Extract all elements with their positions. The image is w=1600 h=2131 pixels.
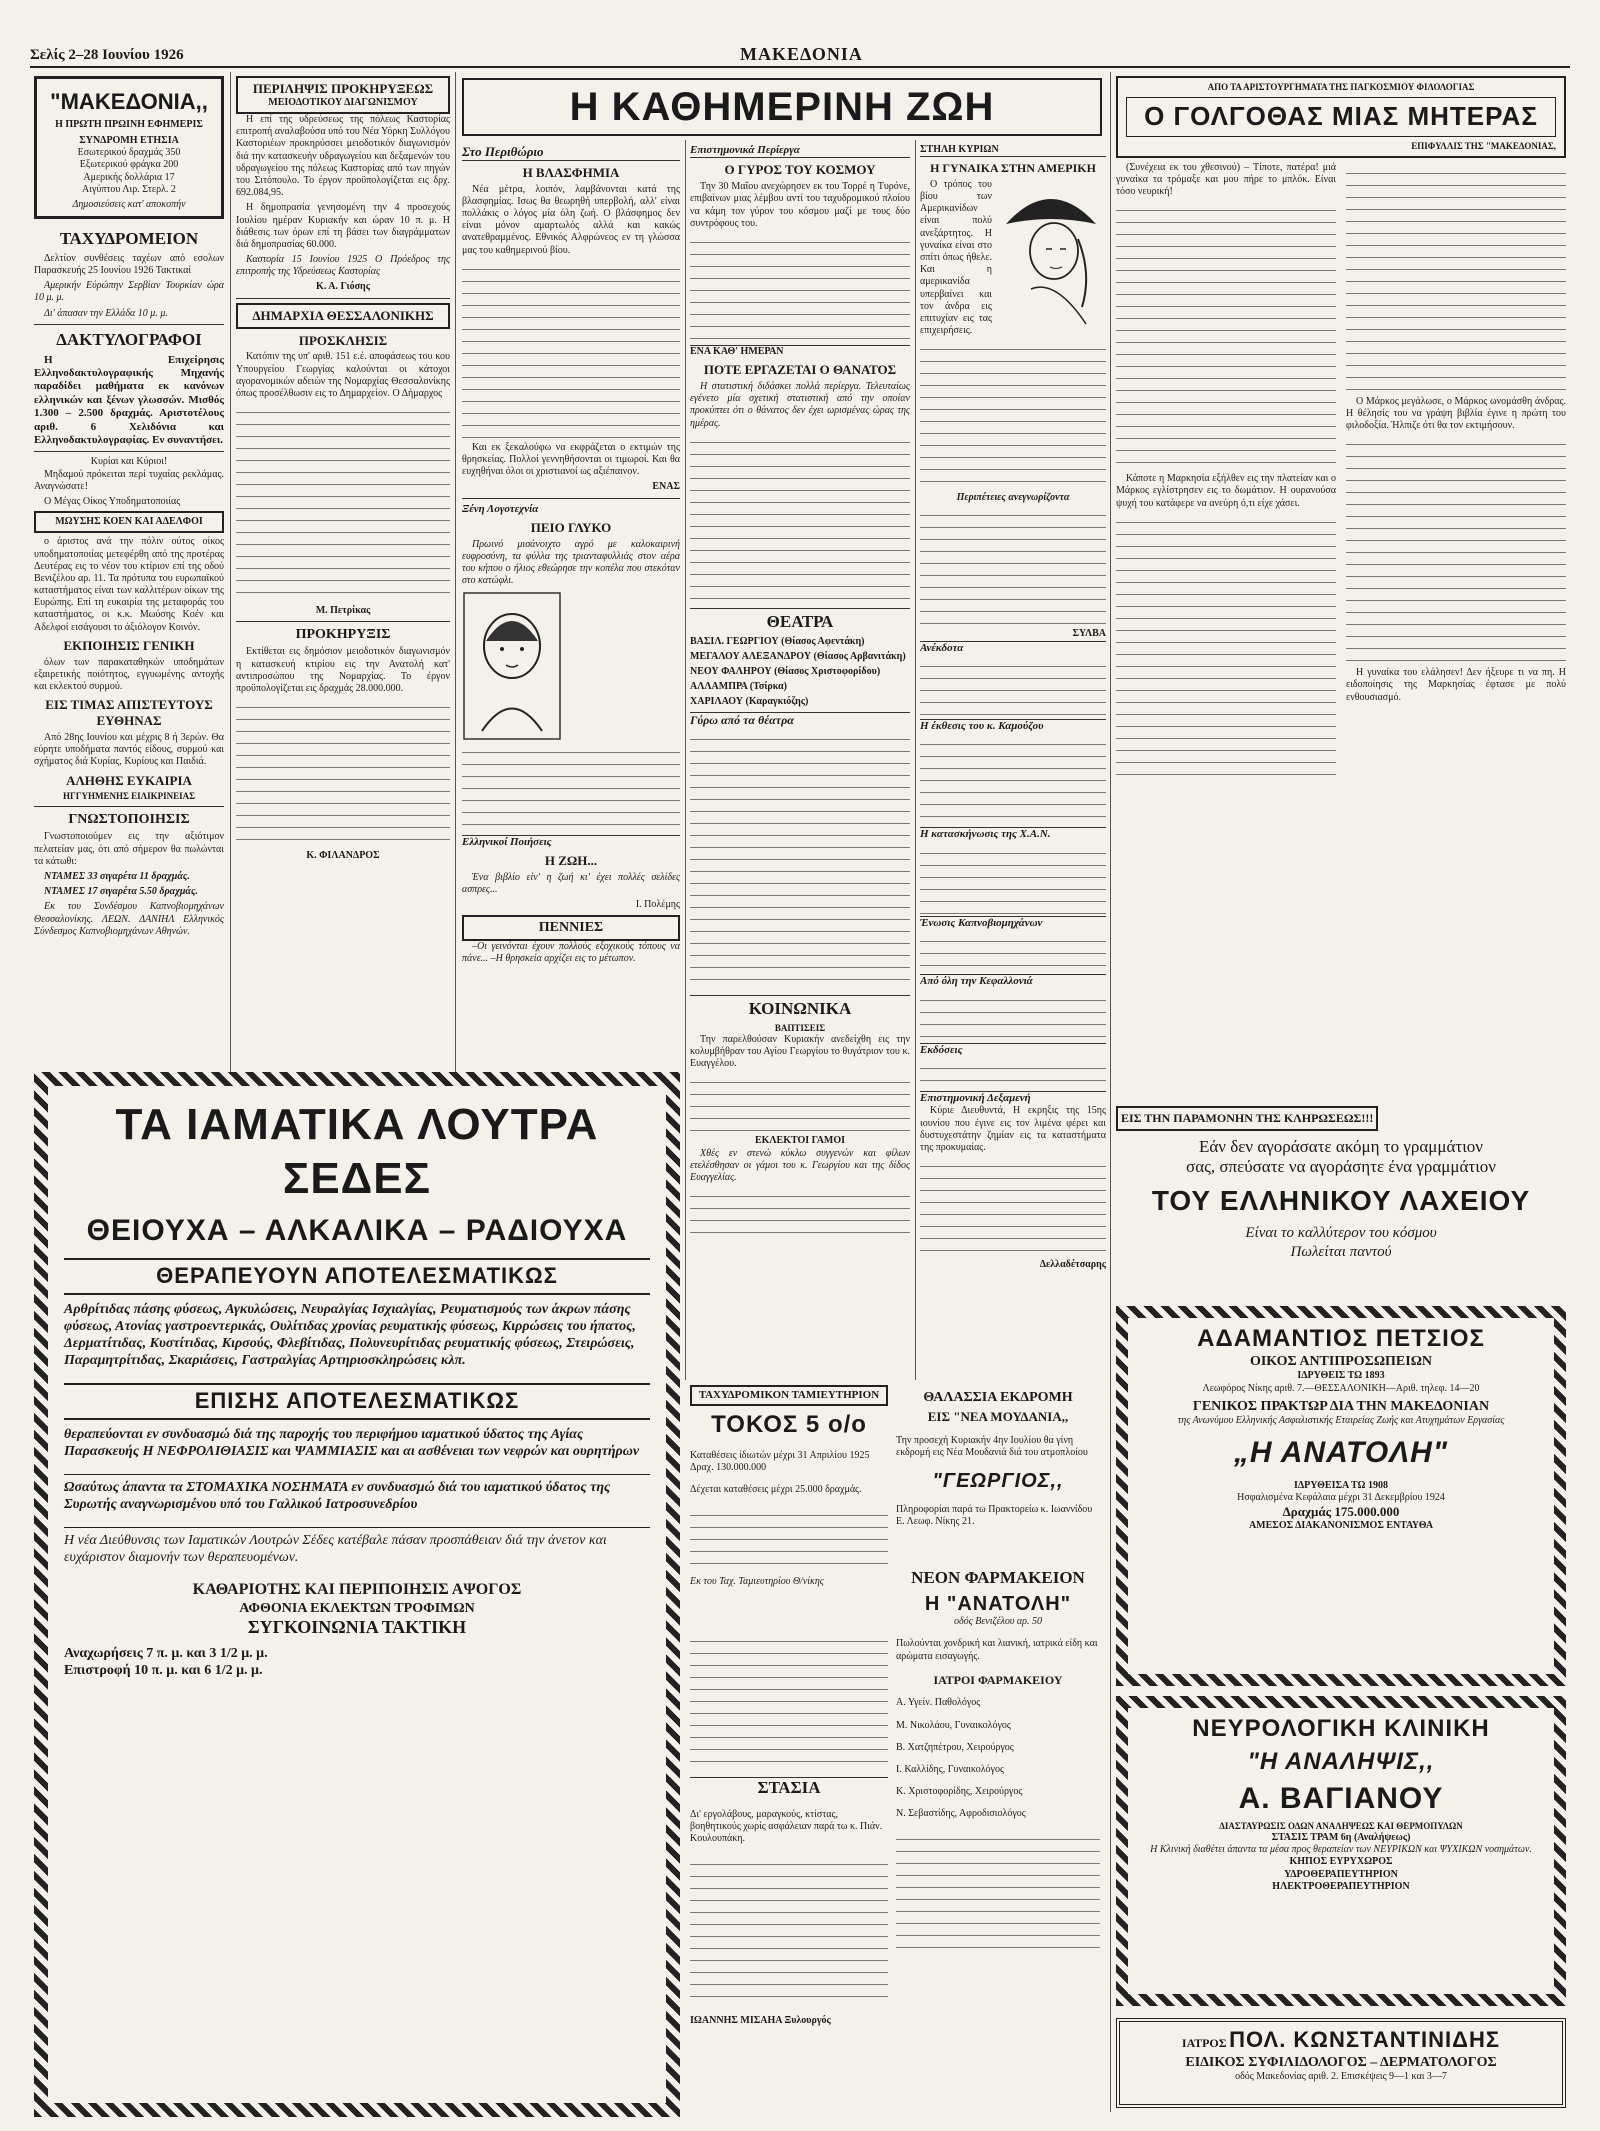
insurance-ad-border (1116, 1306, 1566, 1686)
municipality-name: Μ. Πετρίκας (315, 605, 371, 617)
lady-hat-illustration (996, 179, 1106, 329)
article-body-text (896, 1830, 1100, 1950)
post-title: ΤΑΧΥΔΡΟΜΕΙΟΝ (59, 229, 199, 249)
poem-title: ΠΕΙΟ ΓΛΥΚΟ (530, 520, 612, 535)
poem-text: Πρωινό μισάνοιχτο αγρό με καλοκαιρινή ευφροσύνη, τα φύλλα της τριανταφυλλιάς στον αέρα του κήπου ο ήλιος εθεώρησε την κοπέλα που στεκόταν στο κατώφλι. (462, 538, 680, 587)
theatre-line: ΜΕΓΑΛΟΥ ΑΛΕΞΑΝΔΡΟΥ (Θίασος Αρβανιτάκη) (690, 650, 906, 662)
column-separator (1110, 72, 1111, 2112)
agency-general: ΓΕΝΙΚΟΣ ΠΡΑΚΤΩΡ ΔΙΑ ΤΗΝ ΜΑΚΕΔΟΝΙΑΝ (1192, 1398, 1490, 1414)
clinic-line: ΣΤΑΣΙΣ ΤΡΑΜ 6η (Αναλήψεως) (1271, 1832, 1411, 1844)
competition-name: Κ. Α. Γιόσης (316, 281, 370, 293)
blasphemy-title: Η ΒΛΑΣΦΗΜΙΑ (522, 164, 620, 180)
pharmacy-doctor: Ι. Καλλίδης, Γυναικολόγος (896, 1763, 1004, 1775)
article-body-text (690, 730, 910, 990)
notice-line: Κυρίαι και Κύριοι! (90, 456, 168, 468)
column-separator (915, 140, 916, 1380)
clinic-ad (1128, 1708, 1554, 1994)
serial-header (1116, 76, 1566, 158)
baths-also: ΕΠΙΣΗΣ ΑΠΟΤΕΛΕΣΜΑΤΙΚΩΣ (64, 1383, 650, 1420)
clinic-line: Η Κλινική διαθέτει άπαντα τα μέσα προς θεραπείαν των ΝΕΥΡΙΚΩΝ και ΨΥΧΙΚΩΝ νοσημάτων. (1150, 1844, 1532, 1856)
clinic-line: ΔΙΑΣΤΑΥΡΩΣΙΣ ΟΔΩΝ ΑΝΑΛΗΨΕΩΣ ΚΑΙ ΘΕΡΜΟΠΥΛΩΝ (1219, 1821, 1463, 1832)
anatoli-settlement: ΑΜΕΣΟΣ ΔΙΑΚΑΝΟΝΙΣΜΟΣ ΕΝΤΑΥΘΑ (1248, 1519, 1434, 1531)
article-body-text (690, 1506, 888, 1566)
doctor-name: ΠΟΛ. ΚΩΝΣΤΑΝΤΙΝΙΔΗΣ (1229, 2027, 1501, 2052)
woman-portrait-illustration (462, 591, 562, 741)
divider (462, 498, 680, 499)
column-separator (685, 140, 686, 1380)
pharmacy-name: Η "ΑΝΑΤΟΛΗ" (924, 1592, 1072, 1615)
municipality-title: ΔΗΜΑΡΧΙΑ ΘΕΣΣΑΛΟΝΙΚΗΣ (252, 307, 434, 323)
ladies-section: ΣΤΗΛΗ ΚΥΡΙΩΝ (920, 144, 1106, 157)
pharmacy-doctors-title: ΙΑΤΡΟΙ ΦΑΡΜΑΚΕΙΟΥ (933, 1672, 1063, 1687)
theatre-line: ΒΑΣΙΛ. ΓΕΩΡΓΙΟΥ (Θίασος Αφεντάκη) (690, 635, 865, 647)
newspaper-title: ΜΑΚΕΔΟΝΙΑ (740, 44, 863, 64)
bottom-center-ads (690, 1385, 1100, 2115)
article-body-text (690, 1073, 910, 1133)
article-body-text (920, 1059, 1106, 1089)
bank-line: Δέχεται καταθέσεις μέχρι 25.000 δραχμάς. (690, 1484, 862, 1496)
anatoli-line: Ησφαλισμένα Κεφάλαια μέχρι 31 Δεκεμβρίου 1924 (1237, 1491, 1445, 1503)
pharmacy-text: Πωλούνται χονδρική και λιανική, ιατρικά είδη και αρώματα εισαγωγής. (896, 1638, 1098, 1662)
logo-subtitle: Η ΠΡΩΤΗ ΠΡΩΙΝΗ ΕΦΗΜΕΡΙΣ (55, 118, 203, 130)
logo-title: "ΜΑΚΕΔΟΝΙΑ,, (50, 89, 208, 114)
weddings-text: Χθές εν στενώ κύκλω συγγενών και φίλων ετελέσθησαν οι γάμοι του κ. Γεωργίου και της δίδος Ευαγγελίας. (690, 1147, 910, 1183)
article-body-text (920, 735, 1106, 825)
subscription-title: ΣΥΝΔΡΟΜΗ ΕΤΗΣΙΑ (79, 135, 179, 147)
article-body-text (920, 991, 1106, 1041)
pharmacy-doctor: Ν. Σεβαστίδης, Αφροδισιολόγος (896, 1808, 1026, 1820)
theatre-title: ΘΕΑΤΡΑ (690, 608, 910, 633)
article-body-text (236, 698, 450, 848)
baths-subtitle: ΘΕΙΟΥΧΑ – ΑΛΚΑΛΙΚΑ – ΡΑΔΙΟΥΧΑ (86, 1214, 628, 1248)
serial-paragraph: (Συνέχεια εκ του χθεσινού) – Τίποτε, πατέρα! μιά γυναίκα τα τρόμαξε και μου πήρε το μπλόκ. Είναι τόσο νευρική! (1116, 161, 1336, 198)
insurance-ad (1128, 1318, 1554, 1674)
sales-title: ΕΚΠΟΙΗΣΙΣ ΓΕΝΙΚΗ (63, 637, 195, 653)
daily-column-a (462, 144, 680, 1064)
tenders-column (236, 76, 450, 1066)
anatoli-name: „Η ΑΝΑΤΟΛΗ" (1233, 1435, 1449, 1469)
subscription-line: Εσωτερικού δραχμάς 350 (77, 147, 181, 159)
notices-text: Γνωστοποιούμεν εις την αξιότιμον πελατείαν μας, ότι από σήμερον θα πωλώνται τα κάτωθι: (34, 831, 224, 867)
blasphemy-text: Και εκ ξεκαλούφω να εκφράζεται ο εκτιμών της θρησκείας. Πολλοί γεννηθήσονται οι τιμωροί. Και θα ευχηθήναι όλοι οι χριστιανοί ως αξιέπαινον. (462, 441, 680, 478)
pharmacy-head: ΝΕΟΝ ΦΑΡΜΑΚΕΙΟΝ (911, 1568, 1085, 1587)
doctor-address: οδός Μακεδονίας αριθ. 2. Επισκέψεις 9—1 και 3—7 (1235, 2070, 1447, 2082)
zoi-text: Ένα βιβλίο είν' η ζωή κι' έχει πολλές σελίδες ασπρες... (462, 871, 680, 896)
news-heading: Ανέκδοτα (920, 641, 1106, 655)
author-signature: ΕΝΑΣ (652, 481, 680, 493)
bank-line: Εκ του Ταχ. Ταμιευτηρίου Θ/νίκης (690, 1576, 824, 1588)
article-body-text (690, 1187, 910, 1237)
woman-subtitle: Περιπέτειες ανεγνωρίζοντα (956, 492, 1070, 504)
bargain-sub: ΗΓΓΥΗΜΕΝΗΣ ΕΙΛΙΚΡΙΝΕΙΑΣ (63, 791, 195, 802)
post-line: Δι' άπασαν την Ελλάδα 10 μ. μ. (44, 307, 168, 319)
lottery-line: σας, σπεύσατε να αγοράσητε ένα γραμμάτιον (1186, 1157, 1496, 1177)
world-title: Ο ΓΥΡΟΣ ΤΟΥ ΚΟΣΜΟΥ (724, 162, 876, 178)
agency-desc: της Ανωνύμου Ελληνικής Ασφαλιστικής Εταιρείας Ζωής και Ατυχημάτων Εργασίας (1177, 1414, 1505, 1426)
clinic-doctor: Α. ΒΑΓΙΑΝΟΥ (1238, 1781, 1444, 1815)
lottery-ad (1116, 1106, 1566, 1261)
letter-signature: Δελλαδέτσαρης (1039, 1259, 1106, 1271)
doctor-prefix: ΙΑΤΡΟΣ (1181, 2036, 1227, 2050)
competition-text: Η επί της υδρεύσεως της πόλεως Καστορίας επιτροπή αναλαβούσα υπό του Νέα Υόρκη Συλλόγου Καστοριέων προκηρύσσει μειοδοτικόν διαγωνισμόν διά την κατασκευήν υδραγωγείου και δεξαμενών του υδραγωγείου της πόλεως Καστορίας από των πηγών του Σιτόπουλο. Το έργον προϋπολογίζεται εις δρχ. 692.084,95. (236, 114, 450, 199)
left-column (34, 76, 224, 1066)
theatre-line: ΝΕΟΥ ΦΑΛΗΡΟΥ (Θίασος Χριστοφορίδου) (690, 665, 881, 677)
cruise-text: Την προσεχή Κυριακήν 4ην Ιουλίου θα γίνη εκδρομή εις Νέα Μουδανιά διά του ατμοπλοίου (896, 1434, 1088, 1459)
letter-text: Κύριε Διευθυντά, Η εκρηξις της 15ης ιουνίου που έγινε εις τον λιμένα φέρει και δυστυχεστάτην ζημίαν εις τα καταστήματα της προκυμαίας. (920, 1105, 1106, 1154)
station-head: ΣΤΑΣΙΑ (690, 1777, 888, 1799)
subscription-line: Εξωτερικού φράγκα 200 (79, 159, 179, 171)
column-separator (455, 72, 456, 1072)
post-text: Δελτίον συνθέσεις ταχέων από εσολων Παρασκευής 25 Ιουνίου 1926 Τακτικαί (34, 252, 224, 277)
anatoli-year: ΙΔΡΥΘΕΙΣΑ ΤΩ 1908 (1294, 1479, 1388, 1491)
divider (236, 298, 450, 299)
article-body-text (920, 657, 1106, 717)
baths-management: Η νέα Διεύθυνσις των Ιαματικών Λουτρών Σέδες κατέβαλε πάσαν προσπάθειαν διά την άνετον και ευχάριστον διαμονήν των θεραπευομένων. (64, 1527, 650, 1566)
competition-sign: Καστορία 15 Ιουνίου 1925 Ο Πρόεδρος της επιτροπής της Υδρεύσεως Καστορίας (236, 254, 450, 278)
article-body-text (462, 743, 680, 833)
serial-paragraph: Ο Μάρκος μεγάλωσε, ο Μάρκος ωνομάσθη άνδρας. Η θέλησίς του να γράψη βιβλία έγινε η πρώτη του φιλοδοξία. Ήλπιζε ότι θα τον εκτιμήσουν. (1346, 395, 1566, 432)
pharmacy-doctor: Β. Χατζηπέτρου, Χειρούργος (896, 1741, 1014, 1753)
lottery-line: Είναι το καλλύτερον του κόσμου (1245, 1225, 1437, 1242)
news-heading: Ένωσις Καπνοβιομηχάνων (920, 916, 1106, 930)
baths-ad (48, 1086, 666, 2103)
competition-title: ΠΕΡΙΛΗΨΙΣ ΠΡΟΚΗΡΥΞΕΩΣ (252, 81, 434, 96)
woman-america-title: Η ΓΥΝΑΙΚΑ ΣΤΗΝ ΑΜΕΡΙΚΗ (930, 161, 1096, 176)
news-heading: Επιστημονική Δεξαμενή (920, 1091, 1106, 1105)
anatoli-capital: Δραχμάς 175.000.000 (1282, 1503, 1400, 1519)
competition-header (236, 76, 450, 114)
blasphemy-text: Νέα μέτρα, λοιπόν, λαμβάνονται κατά της βλασφημίας. Ισως θα θεωρηθή υπερβολή, αλλ' είναι πολλάκις ο λόγος μία όλη ζωή. Ο βλάσφημος δεν είναι μόνον αμαρτωλός αλλά και κακώς ανατεθραμμένος. Εθνικός Αλφρώνεος εν τη γλώσσα μας του καθημερινού βίου. (462, 183, 680, 256)
pharmacy-ad (896, 1563, 1100, 2113)
serial-subtitle: ΕΠΙΦΥΛΛΙΣ ΤΗΣ "ΜΑΚΕΔΟΝΙΑΣ, (1411, 140, 1556, 151)
daily-life-banner (462, 78, 1102, 136)
daily-title: ΕΝΑ ΚΑΘ' ΗΜΕΡΑΝ (690, 345, 910, 358)
declaration-text: Εκτίθεται εις δημόσιον μειοδοτικόν διαγωνισμόν η κατασκευή κτιρίου εις την Ανατολή κατ' αντιπροσώπου της Νομαρχίας. Το έργον προϋπολογίζεται εις δραχμάς 28.000.000. (236, 646, 450, 694)
baths-departure: Αναχωρήσεις 7 π. μ. και 3 1/2 μ. μ. (64, 1645, 268, 1661)
social-text: Την παρελθούσαν Κυριακήν ανεδείχθη εις την κολυμβήθραν του Αγίου Γεωργίου το θυγάτριον του κ. Ευαγγέλου. (690, 1033, 910, 1070)
article-body-text (920, 340, 1106, 490)
subscription-line: Αμερικής δολλάρια 17 (83, 171, 175, 183)
notice-text: Ο Μέγας Οίκος Υποδηματοποιίας (44, 495, 181, 507)
agency-name: ΑΔΑΜΑΝΤΙΟΣ ΠΕΤΣΙΟΣ (1197, 1325, 1485, 1352)
notices-line: ΝΤΑΜΕΣ 17 σιγαρέτα 5.50 δραχμάς. (44, 886, 198, 898)
serial-caption: ΑΠΟ ΤΑ ΑΡΙΣΤΟΥΡΓΗΜΑΤΑ ΤΗΣ ΠΑΓΚΟΣΜΙΟΥ ΦΙΛΟΛΟΓΙΑΣ (1207, 82, 1475, 92)
subscription-note: Δημοσιεύσεις κατ' αποκοπήν (72, 198, 186, 210)
declaration-title: ΠΡΟΚΗΡΥΞΙΣ (295, 627, 391, 643)
logo-box (34, 76, 224, 219)
notice-text: Μηδαμού πρόκειται περί τυχαίας ρεκλάμας. Αναγνώσατε! (34, 468, 224, 492)
science-curiosities: Επιστημονικά Περίεργα (690, 144, 910, 158)
article-body-text (690, 433, 910, 603)
theatre-line: ΑΛΛΑΜΠΡΑ (Τσίρκα) (690, 681, 787, 693)
pennies-text: –Οι γεινόνται έχουν πολλούς εξοχικούς τόπους να πάνε... –Η θρησκεία αρχίζει εις το μέτωπον. (462, 940, 680, 964)
right-column (1116, 76, 1566, 2116)
article-body-text (690, 1855, 888, 2005)
article-body-text (920, 1157, 1106, 1257)
serial-title: Ο ΓΟΛΓΟΘΑΣ ΜΙΑΣ ΜΗΤΕΡΑΣ (1126, 97, 1556, 137)
pharmacy-doctor: Μ. Νικολάου, Γυναικολόγος (896, 1719, 1011, 1731)
clinic-line: ΥΔΡΟΘΕΡΑΠΕΥΤΗΡΙΟΝ (1284, 1868, 1398, 1880)
clinic-title: ΝΕΥΡΟΛΟΓΙΚΗ ΚΛΙΝΙΚΗ (1192, 1715, 1490, 1742)
doctor-specialty: ΕΙΔΙΚΟΣ ΣΥΦΙΛΙΔΟΛΟΓΟΣ – ΔΕΡΜΑΤΟΛΟΓΟΣ (1185, 2054, 1497, 2070)
daily-column-b (690, 144, 910, 1374)
typists-text: Η Επιχείρησις Ελληνοδακτυλογραφικής Μηχανής παραδίδει μαθήματα εκ κανόνων ελληνικών και ξένων γλωσσών. Μισθός 1.300 – 2.500 δραχμάς. Αριστοτέλους αριθ. 6 Χελιδόνια και Ελληνοδακτυλογραφίας. Εν συναντήσει. (34, 353, 224, 446)
masthead-rule (30, 66, 1570, 68)
typists-title: ΔΑΚΤΥΛΟΓΡΑΦΟΙ (56, 329, 202, 349)
municipality-text: Κατόπιν της υπ' αριθ. 151 ε.έ. αποφάσεως του κου Υπουργείου Γεωργίας καλούνται οι κάτοχοι αγορανομικών αδειών της Νομαρχίας Θεσσαλονίκης όπως προσέλθωσιν εις το Δημαρχείον. Ο Δήμαρχος (236, 351, 450, 399)
column-separator (230, 72, 231, 1072)
article-body-text (920, 844, 1106, 914)
divider (34, 451, 224, 452)
death-title: ΠΟΤΕ ΕΡΓΑΖΕΤΑΙ Ο ΘΑΝΑΤΟΣ (703, 362, 897, 378)
baths-title: ΤΑ ΙΑΜΑΤΙΚΑ ΛΟΥΤΡΑ ΣΕΔΕΣ (115, 1100, 599, 1203)
declaration-name: Κ. ΦΙΛΑΝΔΡΟΣ (306, 850, 380, 862)
baths-food: ΑΦΘΟΝΙΑ ΕΚΛΕΚΤΩΝ ΤΡΟΦΙΜΩΝ (239, 1600, 475, 1616)
baths-also-text: θεραπεύονται εν συνδυασμώ διά της παροχής του περιφήμου ιαματικού ύδατος της Αγίας Παρασκευής Η ΝΕΦΡΟΛΙΘΙΑΣΙΣ και ΨΑΜΜΙΑΣΙΣ και αι ασθένειαι των νεφρών και ουρητήρων (64, 1426, 640, 1459)
clinic-name: "Η ΑΝΑΛΗΨΙΣ,, (1247, 1748, 1435, 1776)
baths-transit: ΣΥΓΚΟΙΝΩΝΙΑ ΤΑΚΤΙΚΗ (247, 1616, 467, 1637)
zoi-author: Ι. Πολέμης (635, 899, 680, 911)
station-signature: ΙΩΑΝΝΗΣ ΜΙΣΑΗΑ Ξυλουργός (690, 2015, 831, 2027)
cruise-head: ΘΑΛΑΣΣΙΑ ΕΚΔΡΟΜΗ (923, 1390, 1073, 1405)
cruise-line: Πληροφορίαι παρά τω Πρακτορείω κ. Ιωαννίδου Ε. Λεωφ. Νίκης 21. (896, 1503, 1093, 1527)
zoi-title: Η ΖΩΗ... (544, 853, 598, 869)
daily-life-title: Η ΚΑΘΗΜΕΡΙΝΗ ΖΩΗ (569, 85, 995, 129)
news-heading: Η κατασκήνωσις της Χ.Α.Ν. (920, 827, 1106, 841)
pharmacy-doctor: Κ. Χριστοφορίδης, Χειρούργος (896, 1786, 1023, 1798)
divider (236, 621, 450, 622)
news-heading: Η έκθεσις του κ. Καμούζου (920, 719, 1106, 733)
theatre-line: ΧΑΡΙΛΑΟΥ (Καραγκιόζης) (690, 696, 809, 708)
world-text: Την 30 Μαΐου ανεχώρησεν εκ του Τορρέ η Τυρόνε, επιβαίνων μιας λέμβου αντί του ταχυδρομικού πλοίου να κάμη τον γύρον του κόσμου μαζί με τους δύο συντρόφους του. (690, 181, 910, 229)
post-line: Αμερικήν Εύρώπην Σερβίαν Τουρκίαν ώρα 10 μ. μ. (34, 280, 224, 304)
cruise-ship: "ΓΕΩΡΓΙΟΣ,, (932, 1470, 1064, 1493)
greek-poems: Ελληνικοί Ποιήσεις (462, 835, 680, 849)
bargain-title: ΑΛΗΘΗΣ ΕΥΚΑΙΡΙΑ (66, 772, 192, 788)
lottery-line: Πωλείται παντού (1290, 1243, 1392, 1260)
pharmacy-address: οδός Βενιζέλου αρ. 50 (954, 1616, 1042, 1628)
news-heading: Από όλη την Κεφαλλονιά (920, 974, 1106, 988)
news-heading: Εκδόσεις (920, 1043, 1106, 1057)
article-body-text (236, 403, 450, 603)
social-title: ΚΟΙΝΩΝΙΚΑ (690, 995, 910, 1020)
competition-subtitle: ΜΕΙΟΔΟΤΙΚΟΥ ΔΙΑΓΩΝΙΣΜΟΥ (268, 96, 418, 108)
agency-subtitle: ΟΙΚΟΣ ΑΝΤΙΠΡΟΣΩΠΕΙΩΝ (1249, 1354, 1433, 1370)
bank-head: ΤΑΧΥΔΡΟΜΙΚΟΝ ΤΑΜΙΕΥΤΗΡΙΟΝ (690, 1385, 888, 1406)
article-body-text (1116, 513, 1336, 783)
baths-stomach: Ωσαύτως άπαντα τα ΣΤΟΜΑΧΙΚΑ ΝΟΣΗΜΑΤΑ εν συνδυασμώ διά του ιαματικού ύδατος της Συρωτής αναγνωρισμένου υπό του Γαλλικού Ιατροσυνεδρίου (64, 1474, 650, 1513)
lottery-title: ΤΟΥ ΕΛΛΗΝΙΚΟΥ ΛΑΧΕΙΟΥ (1151, 1185, 1531, 1217)
ladies-column (920, 144, 1106, 1374)
section-margin: Στο Περιθώριο (462, 144, 680, 161)
serial-paragraph: Η γυναίκα του ελάλησεν! Δεν ήξευρε τι να πη. Η ειδοποίησις της Μαρκησίας έφτασε με πολύ ενθουσιασμό. (1346, 667, 1566, 703)
station-ad (690, 1630, 888, 2110)
prices-title: ΕΙΣ ΤΙΜΑΣ ΑΠΙΣΤΕΥΤΟΥΣ ΕΥΘΗΝΑΣ (45, 697, 213, 729)
prices-text: Από 28ης Ιουνίου και μέχρις 8 ή 3ερών. Θα εύρητε υποδήματα παντός είδους, συρμού και σχήματος διά Κυρίας, Κυρίους και Παιδιά. (34, 731, 224, 768)
baths-ad-border (34, 1072, 680, 2117)
lottery-head: ΕΙΣ ΤΗΝ ΠΑΡΑΜΟΝΗΝ ΤΗΣ ΚΛΗΡΩΣΕΩΣ!!! (1116, 1106, 1378, 1131)
article-body-text (1116, 201, 1336, 471)
social-subtitle: ΒΑΠΤΙΣΕΙΣ (774, 1022, 826, 1033)
serial-text (1116, 162, 1566, 785)
doctor-ad (1116, 2018, 1566, 2108)
weddings-title: ΕΚΛΕΚΤΟΙ ΓΑΜΟΙ (754, 1135, 846, 1147)
doctor-heading (1125, 2027, 1557, 2054)
article-body-text (1346, 435, 1566, 665)
brothers-title: ΜΩΥΣΗΣ ΚΟΕΝ ΚΑΙ ΑΔΕΛΦΟΙ (34, 511, 224, 533)
baths-clean: ΚΑΘΑΡΙΟΤΗΣ ΚΑΙ ΠΕΡΙΠΟΙΗΣΙΣ ΑΨΟΓΟΣ (192, 1581, 522, 1599)
woman-signature: ΣΥΛΒΑ (1072, 628, 1106, 640)
pharmacy-doctor: Α. Υγείν. Παθολόγος (896, 1697, 981, 1709)
lottery-line: Εάν δεν αγοράσατε ακόμη το γραμμάτιον (1199, 1136, 1483, 1156)
divider (34, 324, 224, 325)
notices-line: ΝΤΑΜΕΣ 33 σιγαρέτα 11 δραχμάς. (44, 871, 190, 882)
pennies-title: ΠΕΝΝΙΕΣ (462, 915, 680, 940)
baths-return: Επιστροφή 10 π. μ. και 6 1/2 μ. μ. (64, 1663, 263, 1678)
clinic-ad-border (1116, 1696, 1566, 2006)
station-text: Δι' εργολάβους, μαραγκούς, κτίστας, βοηθητικούς χωρίς ασφάλειαν παρά τω κ. Πιάν. Κουλουπάκη. (690, 1808, 883, 1845)
article-body-text (920, 932, 1106, 972)
notices-signature: Εκ του Συνδέσμου Καπνοβιομηχάνων Θεσσαλονίκης. ΛΕΩΝ. ΔΑΝΙΗΛ Ελληνικός Σύνδεσμος Καπνοβιομηχάνων Αθηνών. (34, 901, 224, 937)
foreign-literature: Ξένη Λογοτεχνία (462, 502, 539, 515)
baths-list: Αρθρίτιδας πάσης φύσεως, Αγκυλώσεις, Νευραλγίας Ισχιαλγίας, Ρευματισμούς των άκρων πάσης φύσεως, Ατονίας γαστροεντερικάς, Ουλίτιδας χρονίας ρευματικής φύσεως, Κιρρώσεις του ήπατος, Δερματίτιδας, Κυστίτιδας, Κιρσούς, Φλεβίτιδας, Πολυνευρίτιδας ρευματικής φύσεως, Στειρώσεις, Παραμητρίτιδας, Σκαριάσεις, Γαστραλγίας Αρτηριοσκληρώσεις κλπ. (64, 1301, 636, 1368)
savings-bank-ad (690, 1385, 888, 1620)
sales-text: όλων των παρακαταθηκών υποδημάτων εξαιρετικής ποιότητος, εγγυωμένης αντοχής και εκλεκτού συρμού. (34, 656, 224, 693)
municipality-subtitle: ΠΡΟΣΚΛΗΣΙΣ (298, 332, 388, 348)
serial-column (1346, 162, 1566, 785)
woman-america-text: Ο τρόπος του βίου των Αμερικανίδων είναι πολύ ανεξάρτητος. Η γυναίκα είναι στο σπίτι όπως ήθελε. Και η αμερικανίδα υπερβαίνει και τον άνδρα εις επιτυχίαν εις τας επιχειρήσεις. (920, 178, 992, 337)
page-date: Σελίς 2–28 Ιουνίου 1926 (30, 47, 184, 63)
bank-line: Καταθέσεις ίδιωτών μέχρι 31 Απριλίου 1925 Δραχ. 130.000.000 (690, 1449, 870, 1473)
notices-title: ΓΝΩΣΤΟΠΟΙΗΣΙΣ (68, 812, 190, 828)
competition-text: Η δημοπρασία γενησομένη την 4 προσεχούς Ιουλίου ημέραν Κυριακήν και ώραν 10 π. μ. Η διάθεσις των όρων επί τη βάσει των διαγράμματων διά δημοπρασίας 60.000. (236, 202, 450, 250)
article-body-text (690, 233, 910, 343)
cruise-ad (896, 1385, 1100, 1555)
cruise-subtitle: ΕΙΣ "ΝΕΑ ΜΟΥΔΑΝΙΑ,, (927, 1409, 1069, 1425)
divider (34, 806, 224, 807)
agency-year: ΙΔΡΥΘΕΙΣ ΤΩ 1893 (1297, 1370, 1385, 1382)
article-body-text (920, 506, 1106, 626)
clinic-line: ΗΛΕΚΤΡΟΘΕΡΑΠΕΥΤΗΡΙΟΝ (1272, 1880, 1410, 1892)
death-text: Η στατιστική διδάσκει πολλά περίεργα. Τελευταίως εγένετο μία σχετική στατιστική από την οποίαν προκύπτει ότι ο θάνατος δεν έχει ωρισμένας ώρας της ημέρας. (690, 381, 910, 429)
agency-address: Λεωφόρος Νίκης αριθ. 7.—ΘΕΣΣΑΛΟΝΙΚΗ—Αριθ. τηλεφ. 14—20 (1202, 1382, 1480, 1394)
bank-title: ΤΟΚΟΣ 5 ο/ο (711, 1411, 867, 1439)
clinic-line: ΚΗΠΟΣ ΕΥΡΥΧΩΡΟΣ (1289, 1856, 1393, 1868)
subscription-line: Αιγύπτου Λιρ. Στερλ. 2 (82, 183, 176, 195)
around-theatres: Γύρω από τα θέατρα (690, 712, 910, 728)
municipality-header (236, 303, 450, 329)
article-body-text (1346, 164, 1566, 394)
article-body-text (462, 260, 680, 440)
brothers-text: ο άριστος ανά την πόλιν ούτος οίκος υποδηματοποιίας μετεφέρθη από της προτέρας Δευτέρας εις το νέον του κτίριον επί της οδού Βενιζέλου αρ. 11. Τα πρότυπα του ευρωπαϊκού καταστήματος είναι των καλλιτέρων οίκων της Ευρώπης. Επί τη ευκαιρία της μεταφοράς του καταστήματος, οι κ.κ. Μωύσης Κοέν και Αδελφοί εισάγουσι το άξιόλογον Κοινόν. (34, 536, 224, 633)
serial-column (1116, 162, 1336, 785)
article-body-text (690, 1632, 888, 1772)
baths-cure: ΘΕΡΑΠΕΥΟΥΝ ΑΠΟΤΕΛΕΣΜΑΤΙΚΩΣ (64, 1258, 650, 1295)
serial-paragraph: Κάποτε η Μαρκησία εξήλθεν εις την πλατείαν και ο Μάρκος εγλίστρησεν εις το δωμάτιον. Η ουρανούσα ψυχή του κατάφερε να ανεύρη ό,τι είχε χάσει. (1116, 473, 1336, 509)
